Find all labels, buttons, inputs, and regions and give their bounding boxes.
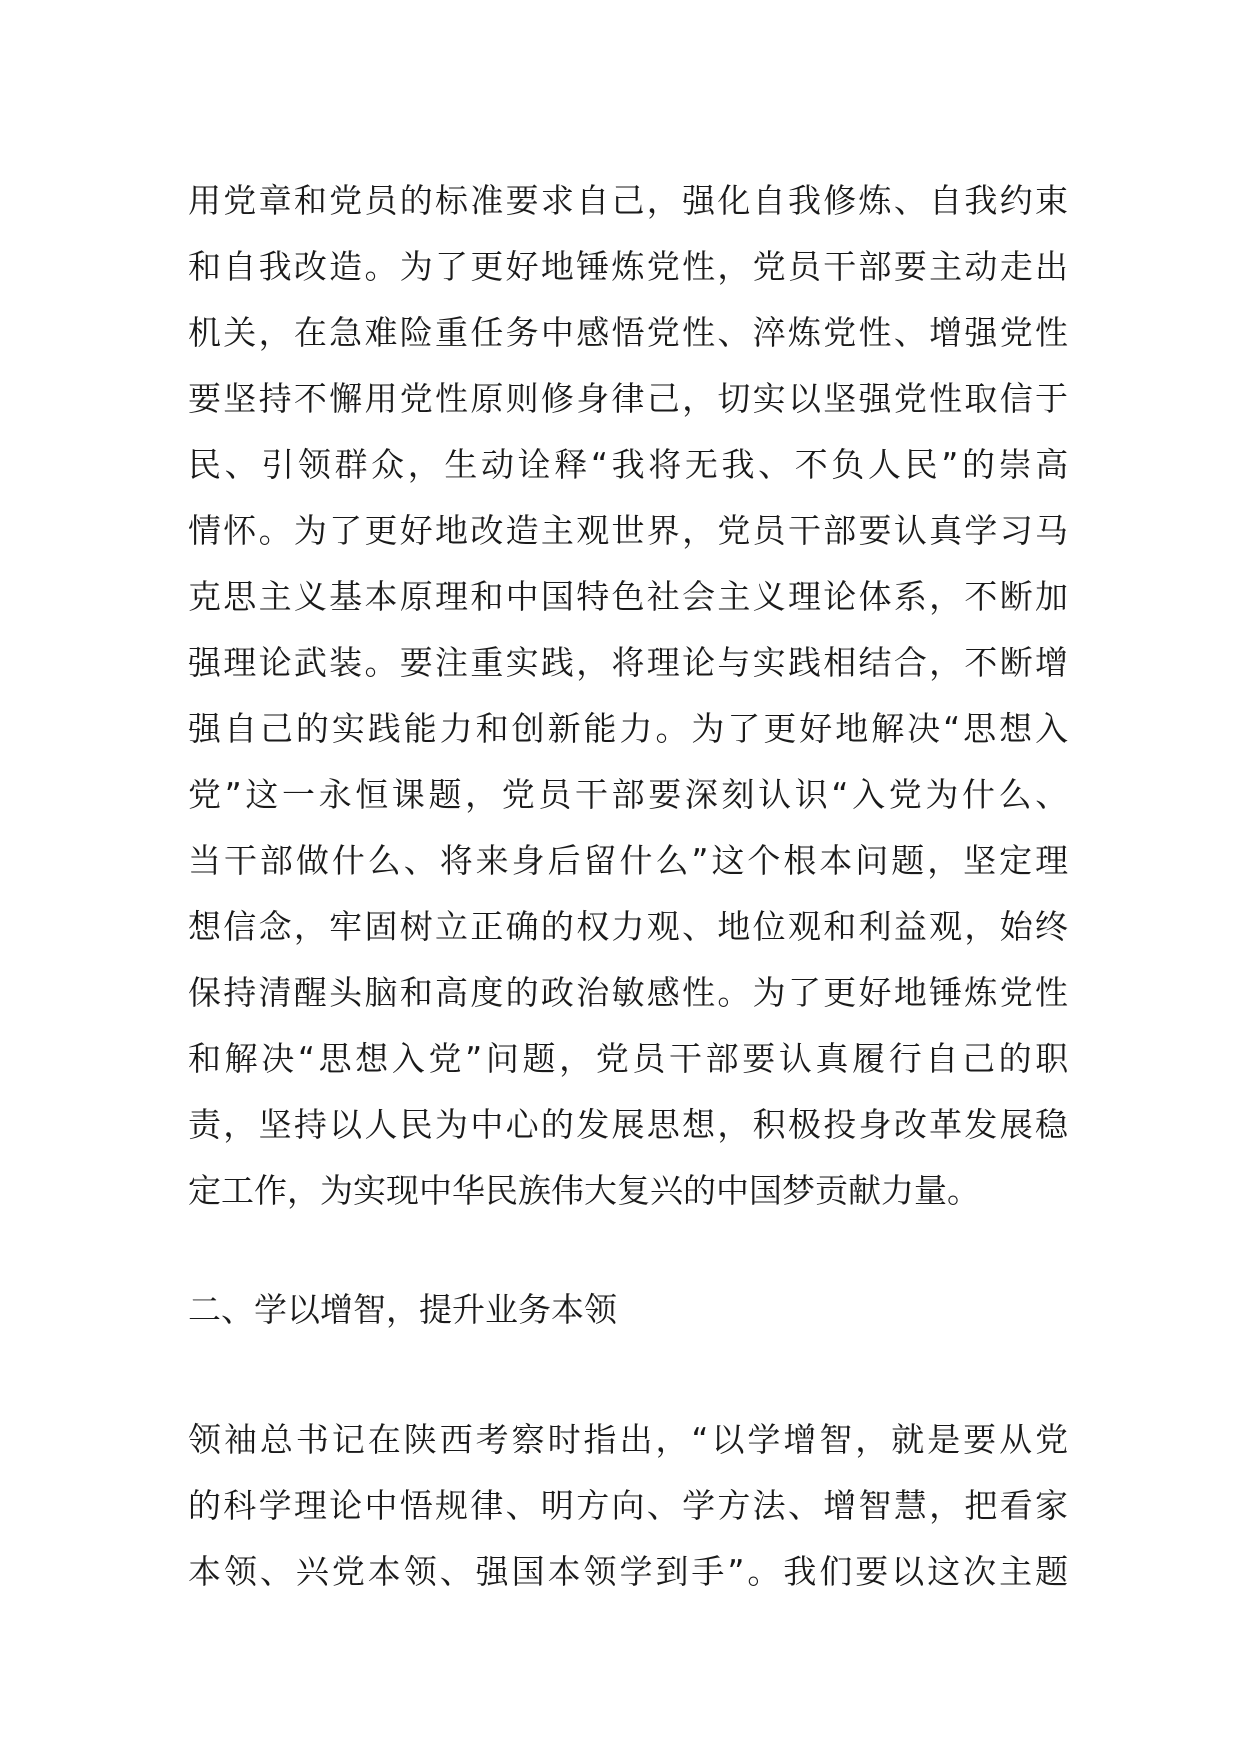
- paragraph-line: 当干部做什么、将来身后留什么”这个根本问题，坚定理: [188, 841, 1072, 880]
- paragraph-line: 情怀。为了更好地改造主观世界，党员干部要认真学习马: [188, 511, 1071, 550]
- paragraph-line: 和自我改造。为了更好地锤炼党性，党员干部要主动走出: [188, 247, 1071, 286]
- section-heading: [188, 1277, 1068, 1343]
- paragraph-line: 保持清醒头脑和高度的政治敏感性。为了更好地锤炼党性: [188, 973, 1071, 1012]
- paragraph-line: 强自己的实践能力和创新能力。为了更好地解决“思想入: [188, 709, 1072, 748]
- paragraph-line: 机关，在急难险重任务中感悟党性、淬炼党性、增强党性: [188, 313, 1071, 352]
- paragraph-line: 强理论武装。要注重实践，将理论与实践相结合，不断增: [188, 643, 1071, 682]
- paragraph-line: 定工作，为实现中华民族伟大复兴的中国梦贡献力量。: [188, 1171, 980, 1210]
- paragraph-line: 克思主义基本原理和中国特色社会主义理论体系，不断加: [188, 577, 1071, 616]
- paragraph-line: 民、引领群众，生动诠释“我将无我、不负人民”的崇高: [188, 445, 1072, 484]
- body-paragraph: [188, 168, 1072, 1224]
- paragraph-line: 本领、兴党本领、强国本领学到手”。我们要以这次主题: [188, 1552, 1072, 1591]
- paragraph-line: 领袖总书记在陕西考察时指出，“以学增智，就是要从党: [188, 1420, 1072, 1459]
- paragraph-line: 要坚持不懈用党性原则修身律己，切实以坚强党性取信于: [188, 379, 1071, 418]
- body-paragraph: [188, 1407, 1072, 1605]
- paragraph-line: 党”这一永恒课题，党员干部要深刻认识“入党为什么、: [188, 775, 1072, 814]
- section-heading-text: 二、学以增智，提升业务本领: [188, 1290, 617, 1329]
- paragraph-line: 用党章和党员的标准要求自己，强化自我修炼、自我约束: [188, 181, 1071, 220]
- paragraph-line: 和解决“思想入党”问题，党员干部要认真履行自己的职: [188, 1039, 1072, 1078]
- paragraph-line: 责，坚持以人民为中心的发展思想，积极投身改革发展稳: [188, 1105, 1071, 1144]
- paragraph-line: 的科学理论中悟规律、明方向、学方法、增智慧，把看家: [188, 1486, 1071, 1525]
- paragraph-line: 想信念，牢固树立正确的权力观、地位观和利益观，始终: [188, 907, 1071, 946]
